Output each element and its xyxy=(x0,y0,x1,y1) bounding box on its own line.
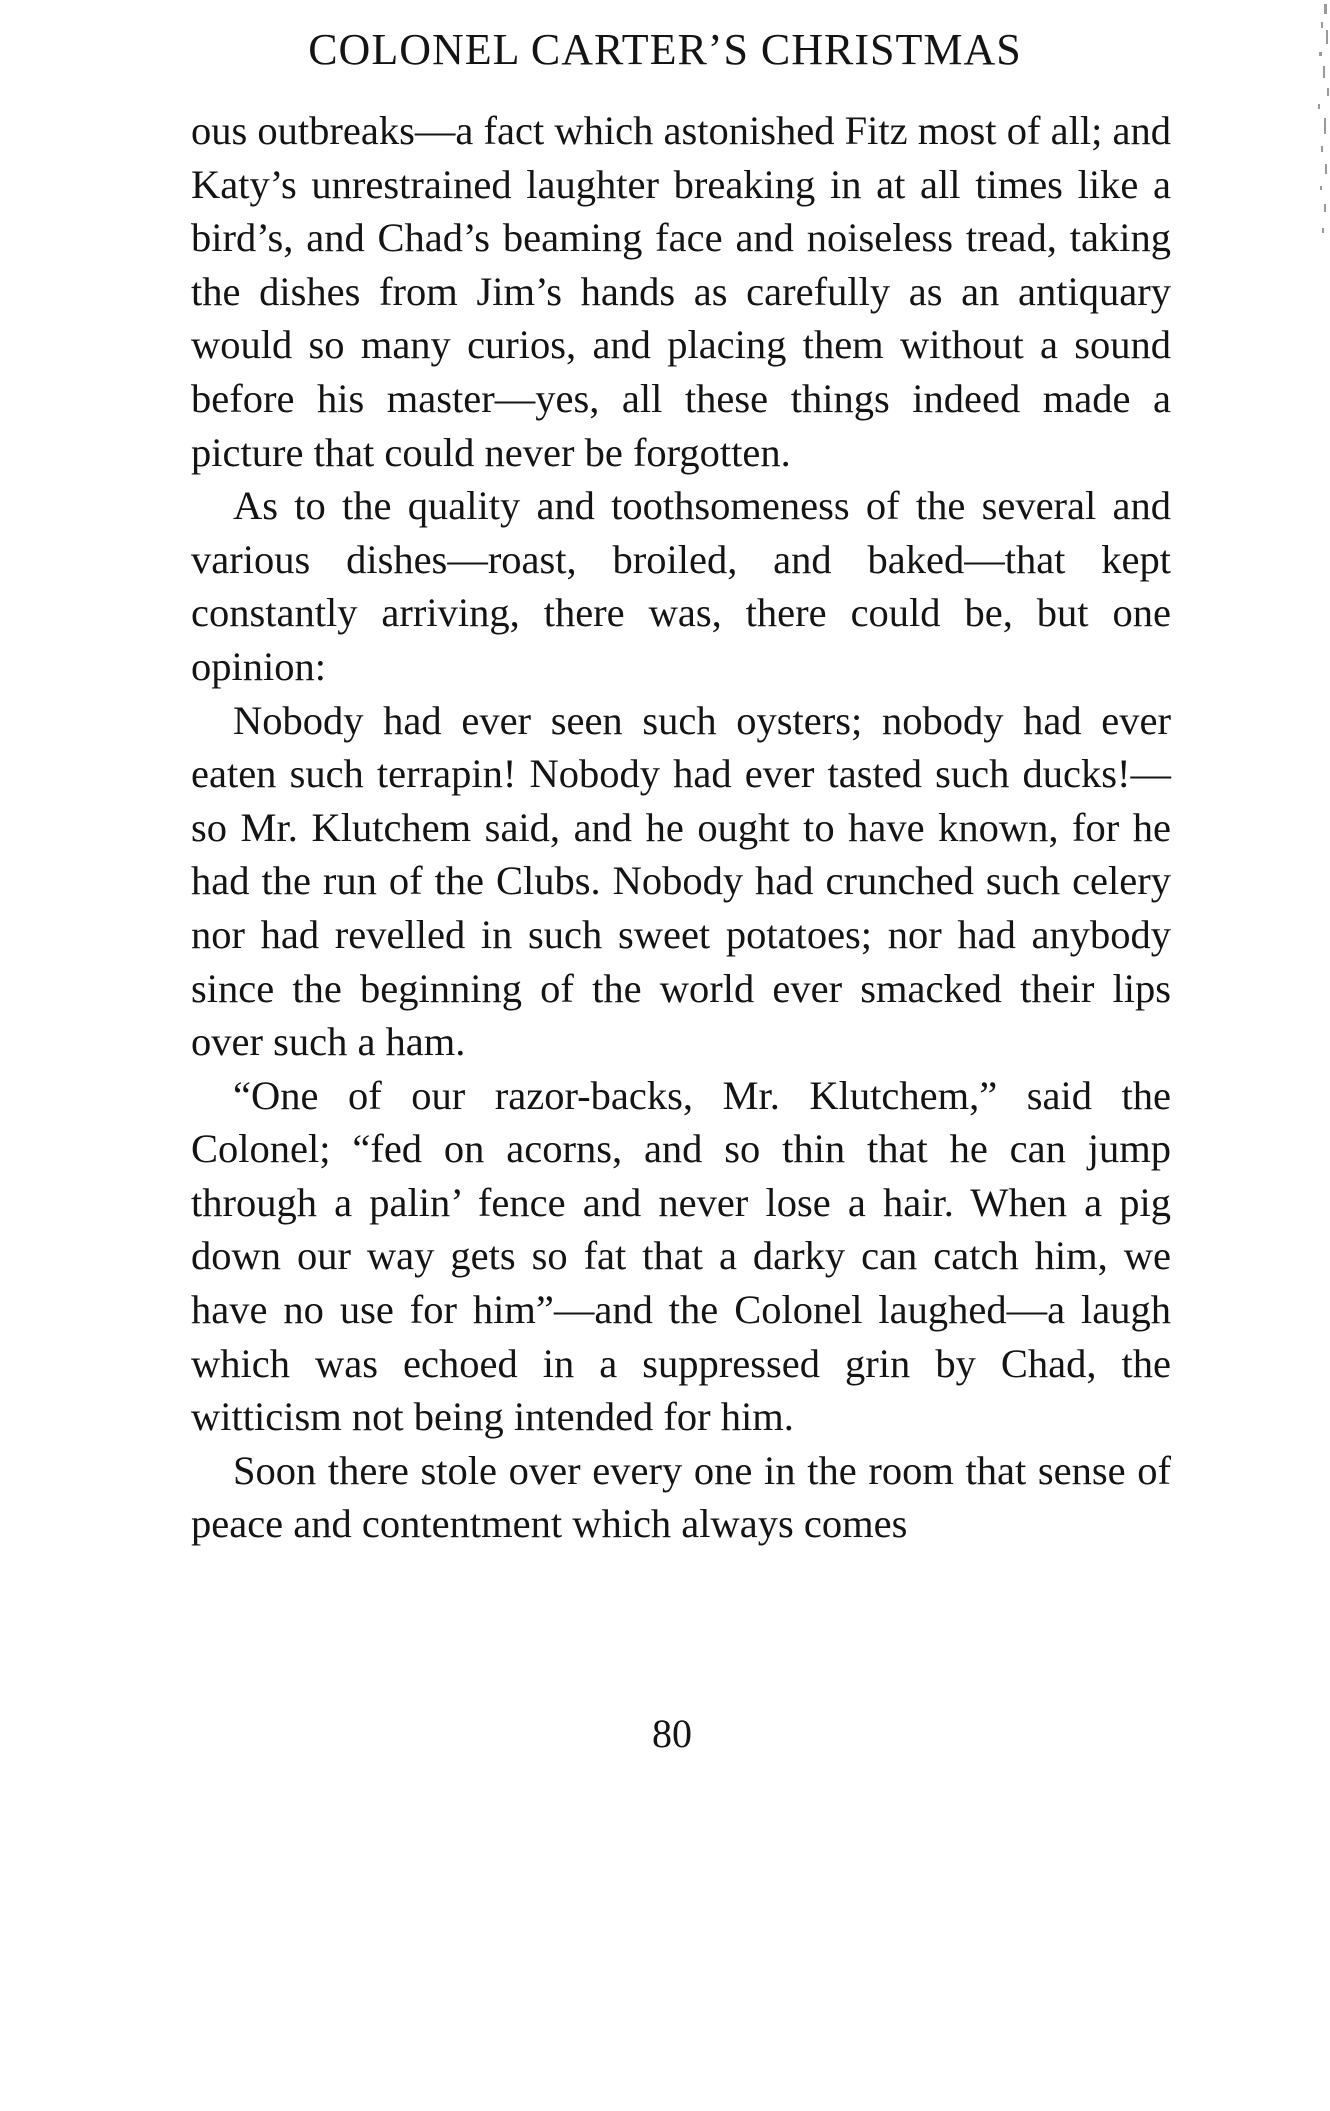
page-number: 80 xyxy=(652,1711,692,1756)
paragraph-dishes: As to the quality and toothsomeness of the several and various dishes—roast, broiled, and baked—that kept constantly arriving, there was, there could be, but one opinion: xyxy=(191,483,1171,689)
scan-edge-artifact xyxy=(1312,0,1330,260)
body-text xyxy=(191,104,1171,1551)
paragraph-soon: Soon there stole over every one in the room that sense of peace and contentment which always comes xyxy=(191,1447,1171,1547)
paragraph-continuation: ous outbreaks—a fact which astonished Fitz most of all; and Katy’s unrestrained laughter breaking in at all times like a bird’s, and Chad’s beaming face and noiseless tread, taking the dishes from Jim’s hands as carefully as an antiquary would so many curios, and placing them without a sound before his master—yes, all these things indeed made a picture that could never be forgotten. xyxy=(191,108,1171,475)
running-head: COLONEL CARTER’S CHRISTMAS xyxy=(308,25,1022,74)
paragraph-razor-backs: “One of our razor-backs, Mr. Klutchem,” said the Colonel; “fed on acorns, and so thin that he can jump through a palin’ fence and never lose a hair. When a pig down our way gets so fat that a darky can catch him, we have no use for him”—and the Colonel laughed—a laugh which was echoed in a suppressed grin by Chad, the witticism not being intended for him. xyxy=(191,1072,1171,1440)
paragraph-nobody: Nobody had ever seen such oysters; nobody had ever eaten such terrapin! Nobody had ever tasted such ducks!—so Mr. Klutchem said, and he ought to have known, for he had the run of the Clubs. Nobody had crunched such celery nor had revelled in such sweet potatoes; nor had anybody since the beginning of the world ever smacked their lips over such a ham. xyxy=(191,697,1171,1065)
